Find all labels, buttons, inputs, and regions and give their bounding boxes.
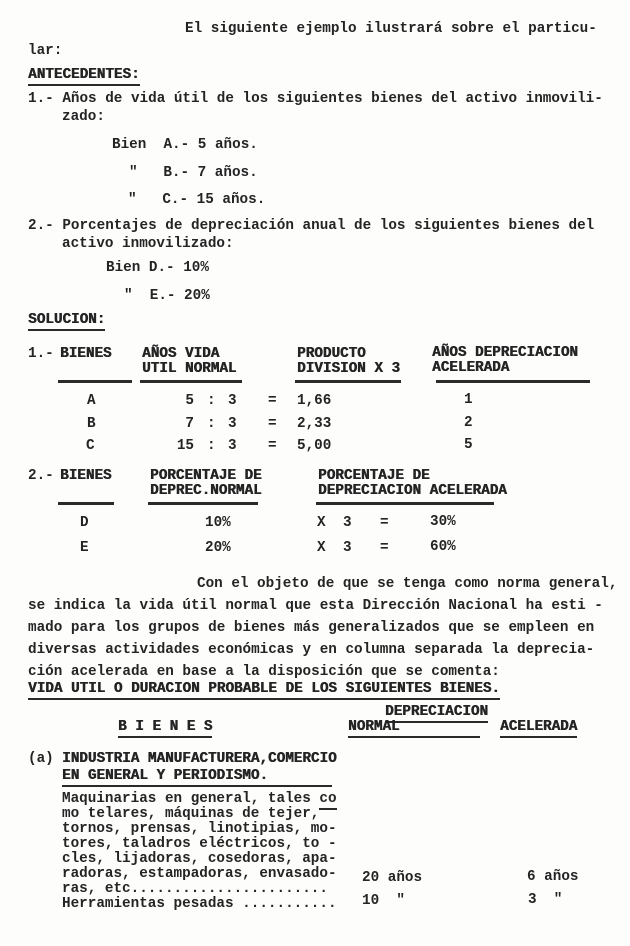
tabla1-row-b-producto: 2,33 [297,416,332,432]
tabla1-row-a-bien: A [87,393,96,409]
maquinarias-linea-1-texto: Maquinarias en general, tales [62,791,320,807]
tabla1-row-c-producto: 5,00 [297,438,332,454]
herramientas-valor-normal: 10 " [362,893,405,909]
tabla1-row-b-acelerada: 2 [464,415,473,431]
tabla2-row-e-factor: 3 [343,540,352,556]
tabla1-rule-producto [295,380,401,383]
vida-util-heading: VIDA UTIL O DURACION PROBABLE DE LOS SIGUIENTES BIENES. [28,682,500,700]
tabla1-header-vida-1: AÑOS VIDA [142,346,220,362]
maquinarias-valor-normal: 20 años [362,870,423,886]
intro-line-2: lar: [28,43,63,59]
bien-vida-b: " B.- 7 años. [129,165,258,181]
tabla2-row-d-igual: = [380,515,389,531]
tabla1-row-b-divisor: 3 [228,416,237,432]
maquinarias-linea-1 [62,792,337,807]
parrafo-linea-4: diversas actividades económicas y en columna separada la deprecia- [28,642,595,658]
herramientas-valor-acelerada: 3 " [528,892,563,908]
tabla2-header-acelerada-1: PORCENTAJE DE [318,468,430,484]
col-bienes: B I E N E S [118,720,212,738]
antecedentes-heading: ANTECEDENTES: [28,68,140,86]
maquinarias-linea-7: ras, etc....................... [62,881,328,897]
parrafo-linea-5: ción acelerada en base a la disposición que se comenta: [28,664,500,680]
tabla1-row-a-signo: : [207,393,216,409]
maquinarias-linea-5: cles, lijadoras, cosedoras, apa- [62,851,337,867]
tabla2-row-d-resultado: 30% [430,514,456,530]
punto1-linea-2: zado: [62,109,105,125]
parrafo-linea-1: Con el objeto de que se tenga como norma general, [197,576,618,592]
maquinarias-linea-3: tornos, prensas, linotipias, mo- [62,821,337,837]
bien-vida-a: Bien A.- 5 años. [112,137,258,153]
col-normal: NORMAL [348,720,480,738]
tabla2-header-bienes: BIENES [60,468,112,484]
tabla2-row-d-pct: 10% [205,515,231,531]
col-depreciacion: DEPRECIACION [385,705,488,723]
col-acelerada: ACELERADA [500,720,577,738]
tabla1-row-a-igual: = [268,393,277,409]
tabla2-header-normal-2: DEPREC.NORMAL [150,483,262,499]
parrafo-linea-2: se indica la vida útil normal que esta Dirección Nacional ha esti - [28,598,603,614]
tabla1-row-c-vida: 15 [176,438,194,454]
tabla1-rule-acelerada [436,380,590,383]
herramientas-texto: Herramientas pesadas ........... [62,896,337,912]
bien-vida-c: " C.- 15 años. [128,192,266,208]
tabla2-row-e-por: X [317,540,326,556]
tabla2-rule-bienes [58,502,114,505]
bien-pct-d: Bien D.- 10% [106,260,209,276]
tabla2-row-e-igual: = [380,540,389,556]
tabla2-row-e-resultado: 60% [430,539,456,555]
punto2-linea-2: activo inmovilizado: [62,236,234,252]
tabla2-row-e-pct: 20% [205,540,231,556]
tabla2-header-normal-1: PORCENTAJE DE [150,468,262,484]
tabla1-row-c-acelerada: 5 [464,437,473,453]
tabla1-row-b-vida: 7 [185,416,194,432]
maquinarias-linea-4: tores, taladros eléctricos, to - [62,836,337,852]
tabla2-numero: 2.- [28,468,54,484]
tabla1-row-c-divisor: 3 [228,438,237,454]
tabla1-row-a-producto: 1,66 [297,393,332,409]
tabla1-row-c-bien: C [86,438,95,454]
tabla1-header-acelerada-1: AÑOS DEPRECIACION [432,345,578,361]
bien-pct-e: " E.- 20% [124,288,210,304]
tabla1-row-c-signo: : [207,438,216,454]
tabla1-rule-bienes [58,380,132,383]
maquinarias-linea-6: radoras, estampadoras, envasado- [62,866,337,882]
maquinarias-linea-2: mo telares, máquinas de tejer, [62,806,320,822]
punto1-linea-1: 1.- Años de vida útil de los siguientes bienes del activo inmovili- [28,91,603,107]
tabla1-header-producto-1: PRODUCTO [297,346,366,362]
tabla1-row-a-acelerada: 1 [464,392,473,408]
tabla1-row-c-igual: = [268,438,277,454]
tabla2-row-e-bien: E [80,540,89,556]
parrafo-linea-3: mado para los grupos de bienes más generalizados que se empleen en [28,620,595,636]
maquinarias-valor-acelerada: 6 años [527,869,579,885]
seccion-a-titulo-2: EN GENERAL Y PERIODISMO. [62,769,332,787]
seccion-a-etiqueta: (a) [28,751,54,767]
tabla1-header-producto-2: DIVISION X 3 [297,361,400,377]
punto2-linea-1: 2.- Porcentajes de depreciación anual de los siguientes bienes del [28,218,595,234]
tabla1-header-bienes: BIENES [60,346,112,362]
tabla2-row-d-factor: 3 [343,515,352,531]
tabla1-row-b-signo: : [207,416,216,432]
tabla1-rule-vida [140,380,242,383]
tabla1-row-a-vida: 5 [185,393,194,409]
intro-line-1: El siguiente ejemplo ilustrará sobre el particu- [185,21,597,37]
tabla1-numero: 1.- [28,346,54,362]
solucion-heading: SOLUCION: [28,313,105,331]
tabla2-rule-acelerada [316,502,494,505]
tabla1-header-vida-2: UTIL NORMAL [142,361,237,377]
tabla1-row-b-igual: = [268,416,277,432]
tabla2-row-d-por: X [317,515,326,531]
maquinarias-linea-1-co: co [319,791,336,810]
seccion-a-titulo-1: INDUSTRIA MANUFACTURERA,COMERCIO [62,751,337,767]
tabla2-row-d-bien: D [80,515,89,531]
tabla1-header-acelerada-2: ACELERADA [432,360,510,376]
tabla1-row-a-divisor: 3 [228,393,237,409]
tabla2-header-acelerada-2: DEPRECIACION ACELERADA [318,483,507,499]
tabla1-row-b-bien: B [87,416,96,432]
tabla2-rule-normal [148,502,258,505]
